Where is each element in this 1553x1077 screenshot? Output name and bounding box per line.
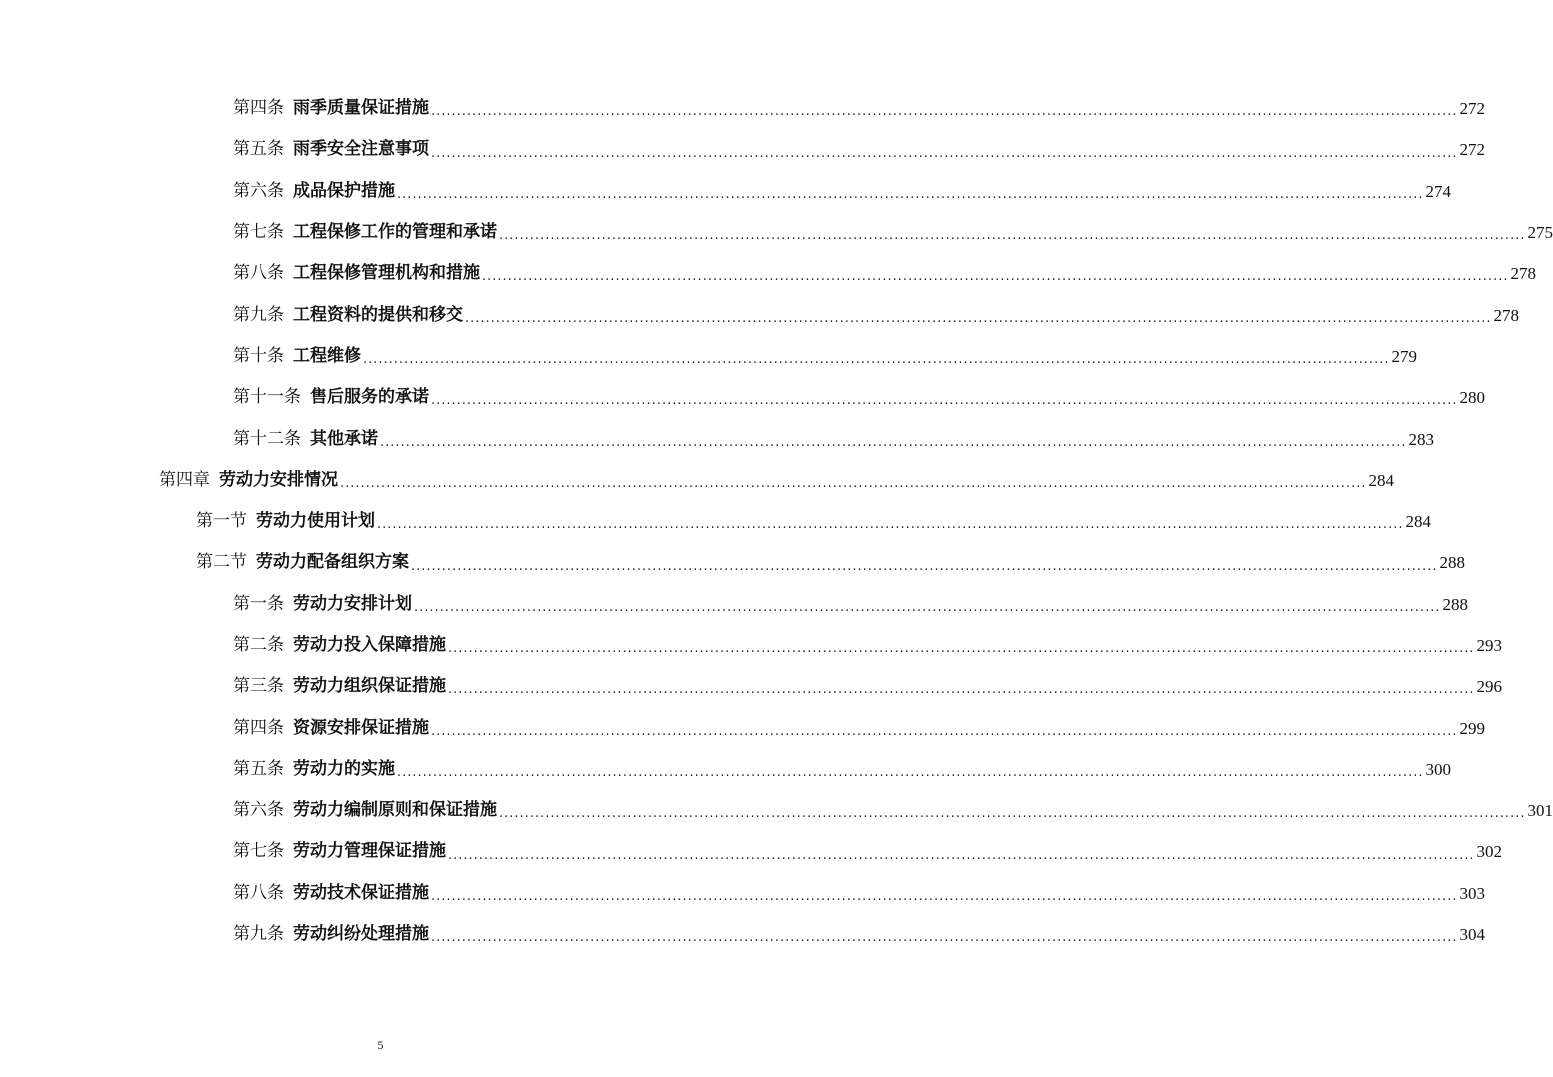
dot-leader: ........................................................................................................................................................................................................ (431, 145, 1458, 161)
entry-title: 劳动纠纷处理措施 (293, 924, 429, 945)
entry-number: 第八条 (233, 263, 284, 284)
entry-title: 劳动力使用计划 (256, 511, 375, 532)
entry-page: 279 (1391, 346, 1417, 366)
toc-entry[interactable] (0, 831, 1502, 872)
entry-title: 劳动力投入保障措施 (293, 635, 446, 655)
entry-number: 第九条 (233, 924, 284, 945)
entry-page: 303 (1459, 883, 1485, 903)
entry-number: 第十条 (233, 345, 284, 366)
toc-entry[interactable] (0, 336, 1417, 377)
toc-entry-section[interactable] (0, 501, 1431, 542)
dot-leader: ........................................................................................................................................................................................................ (448, 682, 1475, 698)
entry-number: 第九条 (233, 304, 284, 325)
entry-number: 第三条 (233, 676, 284, 697)
dot-leader: ........................................................................................................................................................................................................ (448, 641, 1475, 657)
entry-title: 劳动力编制原则和保证措施 (293, 800, 497, 821)
dot-leader: ........................................................................................................................................................................................................ (431, 723, 1458, 739)
toc-entry[interactable] (0, 171, 1451, 212)
toc-entry[interactable] (0, 749, 1451, 790)
entry-title: 工程资料的提供和移交 (293, 304, 463, 325)
toc-entry[interactable] (0, 88, 1485, 129)
entry-page: 288 (1439, 553, 1465, 573)
entry-number: 第六条 (233, 180, 284, 201)
dot-leader: ........................................................................................................................................................................................................ (431, 393, 1458, 409)
entry-number: 第五条 (233, 758, 284, 779)
toc-entry[interactable] (0, 418, 1434, 459)
entry-page: 272 (1459, 99, 1485, 119)
toc-entry[interactable] (0, 625, 1502, 666)
entry-title: 售后服务的承诺 (310, 387, 429, 408)
entry-page: 301 (1527, 801, 1553, 821)
entry-page: 302 (1476, 842, 1502, 862)
entry-number: 第十一条 (233, 387, 301, 408)
toc-entry-chapter[interactable] (0, 460, 1394, 501)
entry-number: 第四条 (233, 717, 284, 738)
dot-leader: ........................................................................................................................................................................................................ (397, 765, 1424, 781)
entry-number: 第七条 (233, 222, 284, 243)
entry-page: 304 (1459, 925, 1485, 945)
entry-number: 第一条 (233, 593, 284, 614)
toc-entry[interactable] (0, 294, 1519, 335)
dot-leader: ........................................................................................................................................................................................................ (340, 475, 1367, 491)
entry-title: 雨季安全注意事项 (293, 139, 429, 160)
entry-number: 第十二条 (233, 428, 301, 449)
entry-number: 第一节 (196, 511, 247, 532)
entry-number: 第六条 (233, 800, 284, 821)
dot-leader: ........................................................................................................................................................................................................ (448, 847, 1475, 863)
dot-leader: ........................................................................................................................................................................................................ (431, 104, 1458, 120)
entry-page: 288 (1442, 594, 1468, 614)
dot-leader: ........................................................................................................................................................................................................ (414, 599, 1441, 615)
entry-page: 272 (1459, 140, 1485, 160)
entry-title: 资源安排保证措施 (293, 717, 429, 738)
dot-leader: ........................................................................................................................................................................................................ (465, 310, 1492, 326)
entry-number: 第四条 (233, 98, 284, 119)
entry-page: 296 (1476, 677, 1502, 697)
entry-number: 第五条 (233, 139, 284, 160)
entry-title: 成品保护措施 (293, 180, 395, 201)
dot-leader: ........................................................................................................................................................................................................ (482, 269, 1509, 285)
dot-leader: ........................................................................................................................................................................................................ (380, 434, 1407, 450)
toc-entry[interactable] (0, 253, 1536, 294)
toc-entry[interactable] (0, 584, 1468, 625)
toc-entry[interactable] (0, 873, 1485, 914)
dot-leader: ........................................................................................................................................................................................................ (499, 228, 1526, 244)
toc-entry[interactable] (0, 707, 1485, 748)
toc-entry[interactable] (0, 377, 1485, 418)
entry-title: 工程维修 (293, 345, 361, 366)
dot-leader: ........................................................................................................................................................................................................ (411, 558, 1438, 574)
entry-page: 280 (1459, 388, 1485, 408)
entry-title: 劳动力配备组织方案 (256, 552, 409, 573)
toc-entry[interactable] (0, 790, 1553, 831)
entry-page: 300 (1425, 759, 1451, 779)
entry-page: 283 (1408, 429, 1434, 449)
entry-title: 劳动力安排情况 (219, 469, 338, 490)
entry-title: 工程保修工作的管理和承诺 (293, 222, 497, 243)
dot-leader: ........................................................................................................................................................................................................ (363, 352, 1390, 368)
toc-entry[interactable] (0, 212, 1553, 253)
dot-leader: ........................................................................................................................................................................................................ (431, 888, 1458, 904)
dot-leader: ........................................................................................................................................................................................................ (377, 517, 1404, 533)
entry-number: 第二条 (233, 635, 284, 655)
dot-leader: ........................................................................................................................................................................................................ (397, 186, 1424, 202)
entry-title: 雨季质量保证措施 (293, 98, 429, 119)
entry-page: 278 (1493, 305, 1519, 325)
entry-title: 劳动力安排计划 (293, 593, 412, 614)
entry-page: 284 (1368, 470, 1394, 490)
entry-number: 第四章 (159, 469, 210, 490)
page-number: 5 (377, 1038, 384, 1052)
entry-title: 其他承诺 (310, 428, 378, 449)
toc-entry-section[interactable] (0, 542, 1465, 583)
entry-title: 劳动力组织保证措施 (293, 676, 446, 697)
table-of-contents (0, 88, 1553, 955)
toc-entry[interactable] (0, 129, 1485, 170)
entry-page: 278 (1510, 264, 1536, 284)
entry-page: 293 (1476, 636, 1502, 655)
entry-number: 第七条 (233, 841, 284, 862)
entry-number: 第八条 (233, 882, 284, 903)
entry-page: 275 (1527, 223, 1553, 243)
entry-title: 劳动力的实施 (293, 758, 395, 779)
entry-title: 劳动技术保证措施 (293, 882, 429, 903)
entry-title: 劳动力管理保证措施 (293, 841, 446, 862)
toc-entry[interactable] (0, 666, 1502, 707)
entry-number: 第二节 (196, 552, 247, 573)
entry-page: 284 (1405, 512, 1431, 532)
entry-page: 274 (1425, 181, 1451, 201)
dot-leader: ........................................................................................................................................................................................................ (431, 930, 1458, 946)
dot-leader: ........................................................................................................................................................................................................ (499, 806, 1526, 822)
entry-title: 工程保修管理机构和措施 (293, 263, 480, 284)
toc-entry[interactable] (0, 914, 1485, 955)
entry-page: 299 (1459, 718, 1485, 738)
